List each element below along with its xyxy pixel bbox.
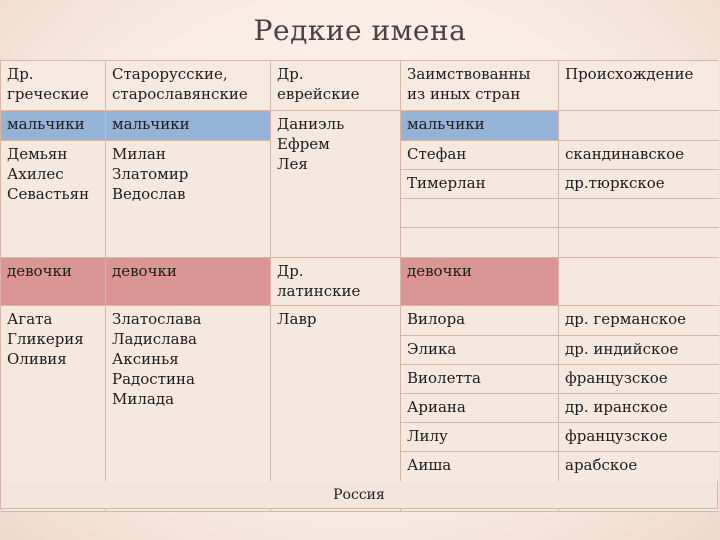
- name-item: Даниэль: [277, 115, 345, 133]
- name-item: Агата: [7, 310, 53, 328]
- girls-label-borrowed: девочки: [401, 258, 559, 306]
- boys-label-borrowed: мальчики: [401, 111, 559, 141]
- header-text: Старорусские,: [112, 65, 228, 83]
- boys-label-old-russian: мальчики: [106, 111, 271, 141]
- girls-label-greek: девочки: [1, 258, 106, 306]
- names-table: [0, 60, 718, 510]
- origin-item: др. иранское: [559, 394, 719, 423]
- header-text: Др.: [277, 65, 304, 83]
- slide-title: Редкие имена: [253, 14, 467, 47]
- name-item: Стефан: [401, 141, 558, 170]
- name-item: Севастьян: [7, 185, 90, 203]
- name-item: Милада: [112, 390, 175, 408]
- name-item: Аиша: [407, 456, 452, 474]
- origin-item: скандинавское: [559, 141, 719, 170]
- header-latin: [271, 258, 401, 306]
- name-item: Гликерия: [7, 330, 84, 348]
- origin-item: французское: [559, 423, 719, 452]
- table-footer-country: Россия: [0, 481, 718, 509]
- name-item: Тимерлан: [401, 170, 558, 199]
- name-item: Оливия: [7, 350, 67, 368]
- name-item: [401, 199, 558, 228]
- girls-label-origin-empty: [559, 258, 719, 306]
- origin-item: арабское: [565, 456, 638, 474]
- name-item: [401, 228, 558, 257]
- boys-origins: [559, 141, 719, 258]
- name-item: Демьян: [7, 145, 68, 163]
- header-hebrew: [271, 61, 401, 111]
- origin-item: др.тюркское: [559, 170, 719, 199]
- header-text: Др.: [7, 65, 34, 83]
- origin-item: др. индийское: [559, 336, 719, 365]
- name-item: Лавр: [277, 310, 317, 328]
- name-item: Ариана: [401, 394, 558, 423]
- header-text: еврейские: [277, 85, 360, 103]
- name-item: Ефрем: [277, 135, 330, 153]
- boys-old-russian-names: [106, 141, 271, 258]
- name-item: Радостина: [112, 370, 195, 388]
- header-text: Заимствованны: [407, 65, 531, 83]
- origin-item: [559, 199, 719, 228]
- header-text: латинские: [277, 282, 361, 300]
- boys-hebrew-names: [271, 111, 401, 258]
- header-text: старославянские: [112, 85, 248, 103]
- name-item: Ладислава: [112, 330, 197, 348]
- name-item: Виолетта: [401, 365, 558, 394]
- name-item: Ведослав: [112, 185, 186, 203]
- boys-label-origin-empty: [559, 111, 719, 141]
- header-text: Др.: [277, 262, 304, 280]
- girls-label-old-russian: девочки: [106, 258, 271, 306]
- header-origin: Происхождение: [559, 61, 719, 111]
- header-text: греческие: [7, 85, 89, 103]
- boys-borrowed-names: [401, 141, 559, 258]
- name-item: Златомир: [112, 165, 189, 183]
- origin-item: французское: [559, 365, 719, 394]
- origin-item: [559, 228, 719, 257]
- name-item: Милан: [112, 145, 166, 163]
- boys-greek-names: [1, 141, 106, 258]
- origin-item: др. германское: [559, 306, 719, 336]
- header-old-russian: [106, 61, 271, 111]
- header-text: из иных стран: [407, 85, 521, 103]
- header-greek: [1, 61, 106, 111]
- name-item: Элика: [401, 336, 558, 365]
- header-borrowed: [401, 61, 559, 111]
- name-item: Аксинья: [112, 350, 179, 368]
- name-item: Лилу: [401, 423, 558, 452]
- name-item: Златослава: [112, 310, 202, 328]
- name-item: Вилора: [401, 306, 558, 336]
- name-item: Лея: [277, 155, 308, 173]
- name-item: Ахилес: [7, 165, 64, 183]
- boys-label-greek: мальчики: [1, 111, 106, 141]
